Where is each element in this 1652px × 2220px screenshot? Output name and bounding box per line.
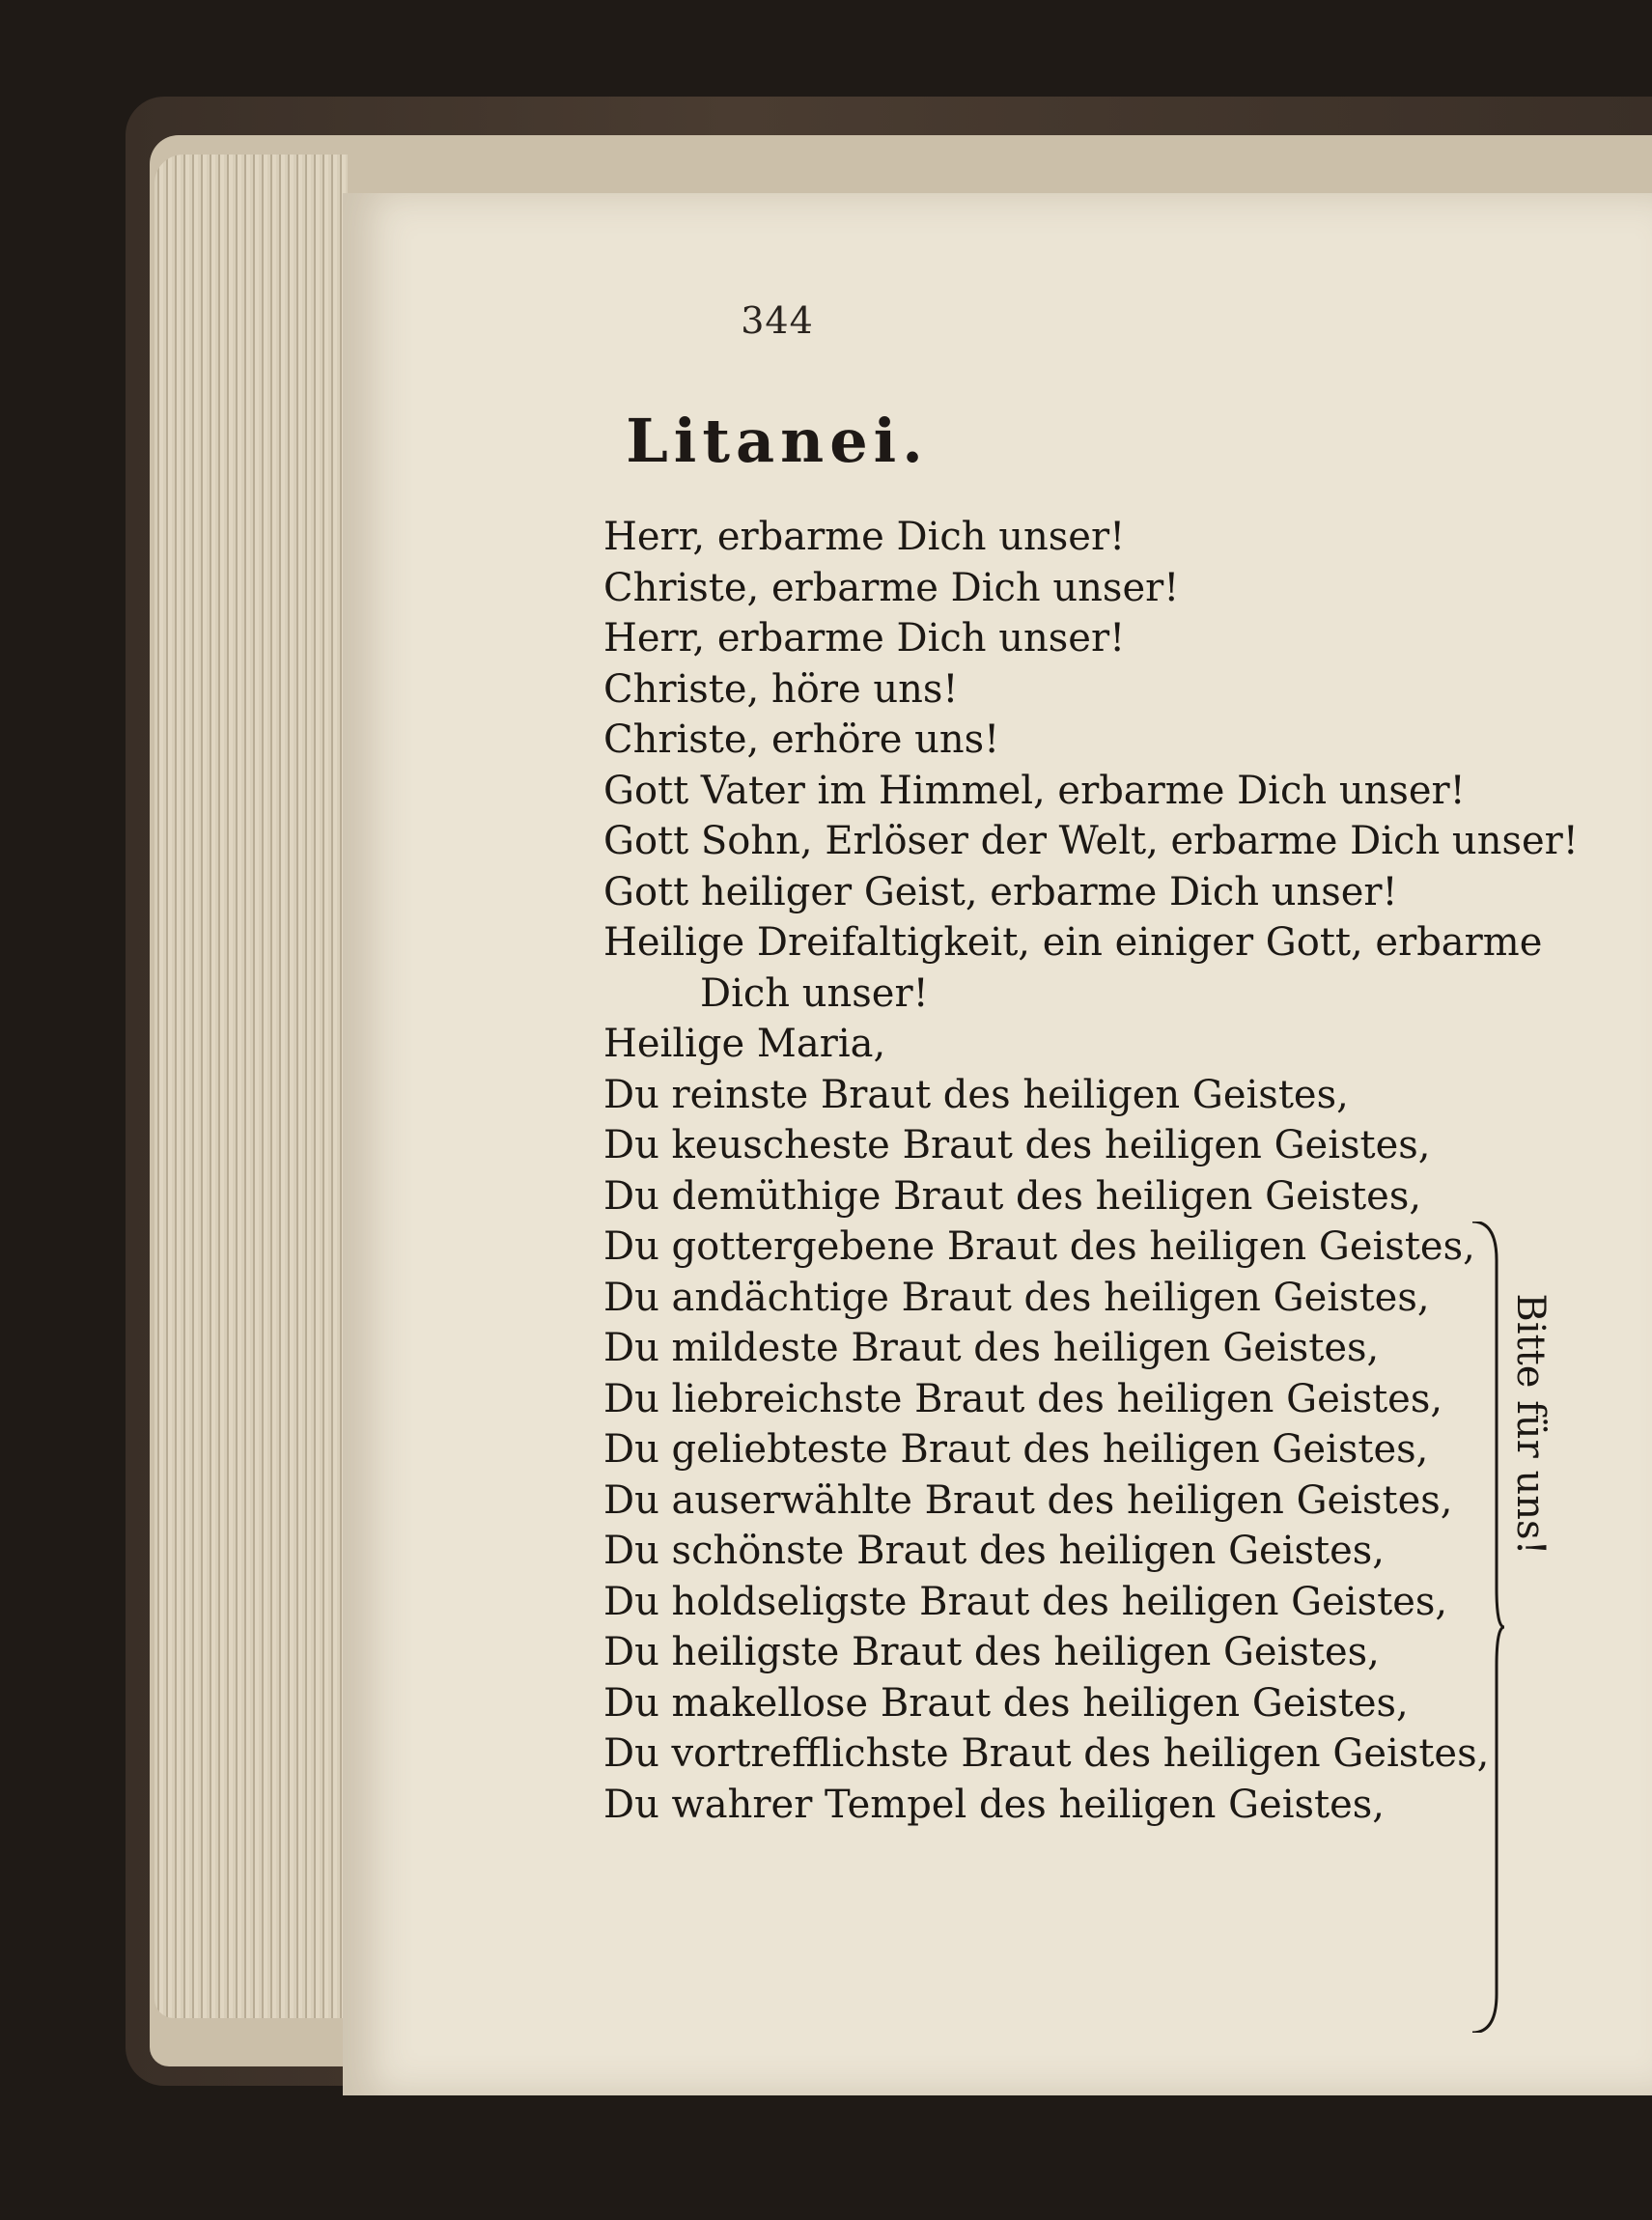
litany-line: Du schönste Braut des heiligen Geistes, bbox=[603, 1529, 1386, 1573]
litany-line: Du liebreichste Braut des heiligen Geistes, bbox=[603, 1376, 1443, 1421]
litany-line: Herr, erbarme Dich unser! bbox=[603, 515, 1126, 559]
litany-line: Du makellose Braut des heiligen Geistes, bbox=[603, 1680, 1409, 1726]
litany-line: Gott heiliger Geist, erbarme Dich unser! bbox=[603, 869, 1398, 914]
page-title: Litanei. bbox=[626, 406, 929, 476]
response-text: Bitte für uns! bbox=[1508, 1293, 1553, 1556]
page-edges bbox=[154, 155, 348, 2018]
litany-line: Du keuscheste Braut des heiligen Geistes, bbox=[603, 1123, 1431, 1167]
litany-line: Heilige Maria, bbox=[603, 1022, 886, 1066]
litany-line: Du demüthige Braut des heiligen Geistes, bbox=[603, 1173, 1422, 1219]
litany-line: Du heiligste Braut des heiligen Geistes, bbox=[603, 1630, 1380, 1674]
litany-line: Gott Vater im Himmel, erbarme Dich unser! bbox=[603, 768, 1466, 813]
litany-line: Heilige Dreifaltigkeit, ein einiger Gott, erbarme bbox=[603, 920, 1543, 965]
page-number: 344 bbox=[741, 299, 814, 342]
litany-line: Du gottergebene Braut des heiligen Geistes, bbox=[603, 1224, 1475, 1269]
litany-line: Du andächtige Braut des heiligen Geistes, bbox=[603, 1275, 1430, 1320]
litany-line: Du holdseligste Braut des heiligen Geistes, bbox=[603, 1579, 1448, 1624]
book-page bbox=[343, 193, 1652, 2095]
litany-line: Du wahrer Tempel des heiligen Geistes, bbox=[603, 1782, 1386, 1827]
litany-text bbox=[603, 512, 1579, 1830]
litany-line: Du vortrefflichste Braut des heiligen Geistes, bbox=[603, 1731, 1490, 1776]
litany-line: Christe, erbarme Dich unser! bbox=[603, 565, 1180, 610]
litany-line: Du reinste Braut des heiligen Geistes, bbox=[603, 1072, 1349, 1117]
litany-line: Christe, erhöre uns! bbox=[603, 717, 1000, 762]
litany-line: Christe, höre uns! bbox=[603, 666, 959, 712]
litany-line: Du auserwählte Braut des heiligen Geistes, bbox=[603, 1477, 1453, 1523]
litany-line: Gott Sohn, Erlöser der Welt, erbarme Dich unser! bbox=[603, 819, 1579, 863]
litany-line: Du mildeste Braut des heiligen Geistes, bbox=[603, 1326, 1380, 1370]
litany-line: Herr, erbarme Dich unser! bbox=[603, 616, 1126, 660]
litany-line: Du geliebteste Braut des heiligen Geistes, bbox=[603, 1427, 1429, 1472]
litany-line: Dich unser! bbox=[700, 970, 929, 1016]
response-column bbox=[1497, 1164, 1564, 1685]
